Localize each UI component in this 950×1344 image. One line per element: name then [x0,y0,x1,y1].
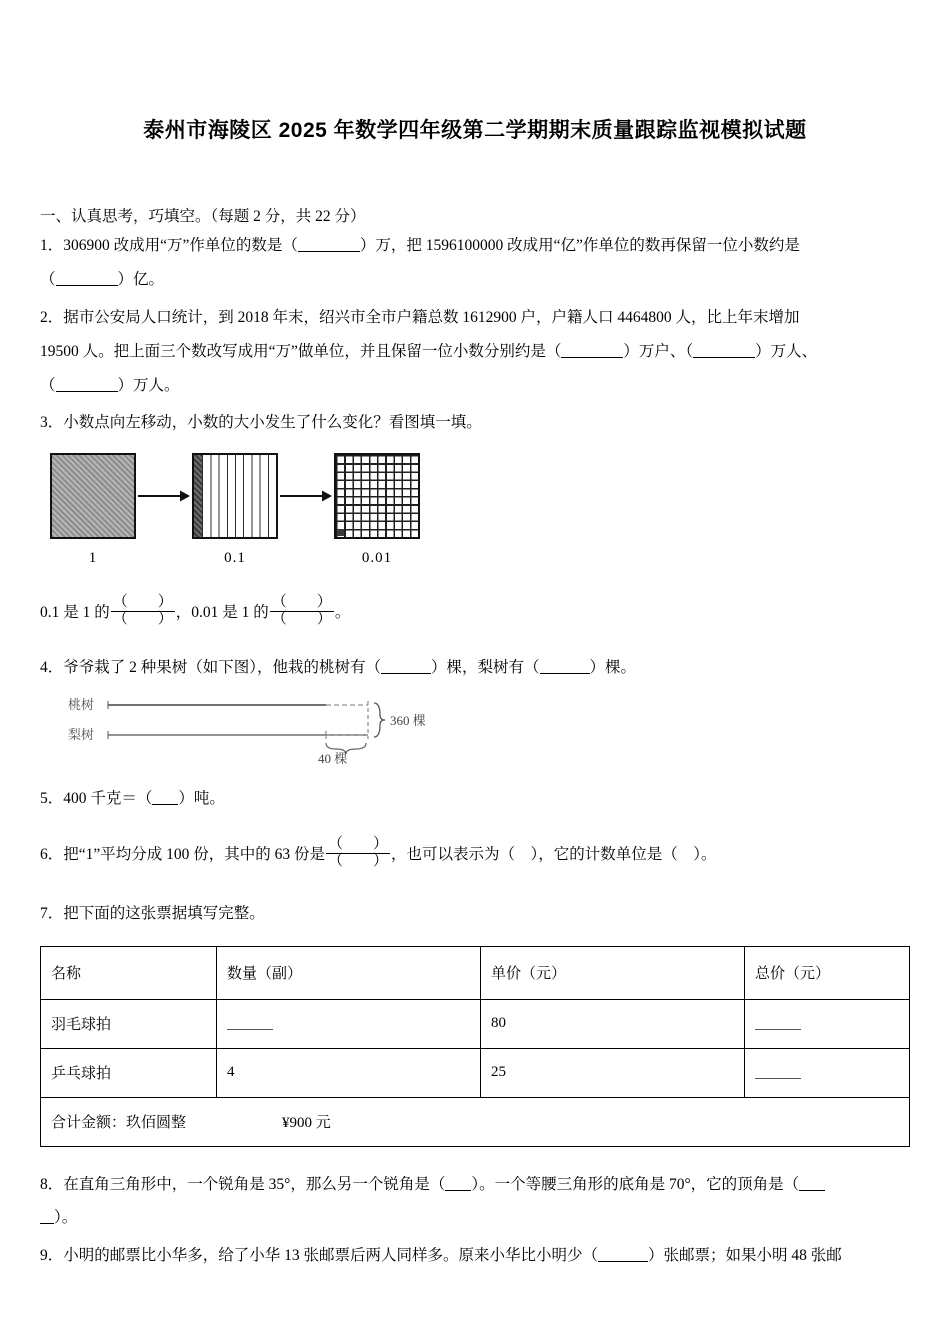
question-8-text-c: ）。 [54,1209,78,1227]
question-1-line2 [40,264,910,296]
row-2-unit-price: 25 [481,1048,745,1097]
figure-tree-brace-right-label: 360 棵 [390,713,426,729]
table-total-cell [41,1097,910,1146]
question-4-number: 4． [40,658,64,676]
table-row [41,999,910,1048]
grid-square-hundredth [334,453,420,539]
figure-tree-bar-diagram [40,693,910,769]
figure-label-hundredth: 0.01 [361,550,393,567]
question-1 [40,230,910,262]
figure-decimal-squares [40,453,910,593]
row-2-total-price[interactable] [745,1048,910,1097]
question-9 [40,1240,910,1272]
table-row [41,1048,910,1097]
question-6-text-b: ，也可以表示为（ ），它的计数单位是（ ）。 [391,846,717,864]
fraction-denominator-1: （ ） [112,610,173,627]
shaded-square-whole [50,453,136,539]
table-total-amount: ¥900 元 [282,1115,331,1132]
question-2-text-e: （ [40,376,56,394]
question-8 [40,1169,910,1201]
question-3-fill-line [40,594,910,630]
table-header-name: 名称 [41,946,217,999]
question-2-line2 [40,336,910,368]
fraction-blank-1[interactable] [111,595,175,628]
fraction-blank-3[interactable] [326,837,390,870]
question-9-number: 9． [40,1247,64,1265]
question-8-text-a: 在直角三角形中，一个锐角是 35°，那么另一个锐角是（ [63,1175,446,1193]
strip-square-tenth [192,453,278,539]
table-header-quantity: 数量（副） [217,946,481,999]
table-header-unit-price: 单价（元） [481,946,745,999]
question-1-text-b: ）万，把 1596100000 改成用“亿”作单位的数再保留一位小数约是 [359,237,800,255]
question-8-blank-1[interactable] [445,1175,471,1191]
table-header-total-price: 总价（元） [745,946,910,999]
question-6-text-a: 把“1”平均分成 100 份，其中的 63 份是 [63,846,326,864]
row-1-total-price[interactable] [745,999,910,1048]
question-3-fill-c: 。 [334,603,351,621]
question-2-blank-2[interactable] [693,342,755,358]
right-arrow-icon-2 [278,453,334,539]
question-2-text-d: ）万人、 [755,342,818,360]
question-2-text-a: 据市公安局人口统计，到 2018 年末，绍兴市全市户籍总数 1612900 户，户籍人口 4464800 人，比上年末增加 [63,308,800,326]
question-1-blank-1[interactable] [298,237,360,253]
question-3-fill-b: ，0.01 是 1 的 [175,603,269,621]
question-8-line2 [40,1202,910,1234]
question-8-text-b: ）。一个等腰三角形的底角是 70°，它的顶角是（ [471,1175,800,1193]
row-1-total-price-blank[interactable] [755,1016,801,1031]
question-7-text-a: 把下面的这张票据填写完整。 [63,904,265,922]
table-total-label: 合计金额：玖佰圆整 [51,1115,187,1132]
question-1-text-d: ）亿。 [117,271,165,289]
figure-tree-label-peach: 桃树 [68,697,95,713]
question-4-blank-1[interactable] [381,658,431,674]
question-5 [40,783,910,815]
question-1-blank-2[interactable] [56,270,118,286]
row-1-quantity-blank[interactable] [227,1016,273,1031]
section-heading: 一、认真思考，巧填空。（每题 2 分，共 22 分） [40,208,366,226]
figure-item-hundredth [334,453,420,567]
question-8-number: 8． [40,1175,64,1193]
row-2-name: 乒乓球拍 [41,1048,217,1097]
figure-label-tenth: 0.1 [224,550,246,567]
right-arrow-icon-1 [136,453,192,539]
fraction-numerator-2: （ ） [271,594,332,611]
table-header-row [41,946,910,999]
question-9-blank-1[interactable] [598,1246,648,1262]
page-title: 泰州市海陵区 2025 年数学四年级第二学期期末质量跟踪监视模拟试题 [143,119,807,142]
question-2-text-f: ）万人。 [117,376,180,394]
question-4-text-c: ）棵。 [589,658,637,676]
figure-item-tenth [192,453,278,567]
fraction-blank-2[interactable] [270,595,334,628]
question-2-blank-1[interactable] [561,342,623,358]
fraction-numerator-3: （ ） [328,836,389,853]
row-1-unit-price: 80 [481,999,745,1048]
figure-tree-label-pear: 梨树 [68,727,95,743]
row-1-quantity[interactable] [217,999,481,1048]
question-1-number: 1． [40,237,64,255]
question-3 [40,407,910,439]
question-3-number: 3． [40,414,64,432]
fraction-denominator-2: （ ） [271,610,332,627]
question-3-fill-a: 0.1 是 1 的 [40,603,110,621]
fraction-numerator-1: （ ） [112,594,173,611]
question-4 [40,652,910,684]
question-3-text-a: 小数点向左移动，小数的大小发生了什么变化？看图填一填。 [63,414,482,432]
question-8-blank-2-cont[interactable] [40,1209,54,1225]
question-2-text-b: 19500 人。把上面三个数改写成用“万”做单位，并且保留一位小数分别约是（ [40,342,562,360]
question-5-text-a: 400 千克＝（ [63,790,153,808]
row-2-total-price-blank[interactable] [755,1065,801,1080]
question-8-blank-2[interactable] [799,1175,825,1191]
question-1-text-c: （ [40,271,56,289]
bill-table [40,946,910,1147]
question-5-number: 5． [40,790,64,808]
question-4-text-a: 爷爷栽了 2 种果树（如下图），他栽的桃树有（ [63,658,382,676]
question-4-blank-2[interactable] [540,658,590,674]
question-5-text-b: ）吨。 [178,790,225,808]
question-2-line3 [40,370,910,402]
question-6 [40,836,910,872]
fraction-denominator-3: （ ） [328,853,389,869]
question-6-number: 6． [40,846,64,864]
question-9-text-a: 小明的邮票比小华多，给了小华 13 张邮票后两人同样多。原来小华比小明少（ [63,1247,599,1265]
question-5-blank-1[interactable] [152,790,178,806]
question-2-blank-3[interactable] [56,376,118,392]
table-total-row [41,1097,910,1146]
row-1-name: 羽毛球拍 [41,999,217,1048]
row-2-quantity: 4 [217,1048,481,1097]
question-2 [40,302,910,334]
question-1-text-a: 306900 改成用“万”作单位的数是（ [63,237,298,255]
question-7-number: 7． [40,904,64,922]
question-7 [40,898,910,930]
question-2-text-c: ）万户、（ [623,342,694,360]
figure-tree-brace-bottom-label: 40 棵 [318,751,348,766]
figure-label-one: 1 [88,550,98,567]
question-9-text-b: ）张邮票；如果小明 48 张邮 [648,1247,842,1265]
paper-content [0,205,950,1272]
figure-item-one [50,453,136,567]
question-4-text-b: ）棵，梨树有（ [431,658,540,676]
question-2-number: 2． [40,308,64,326]
